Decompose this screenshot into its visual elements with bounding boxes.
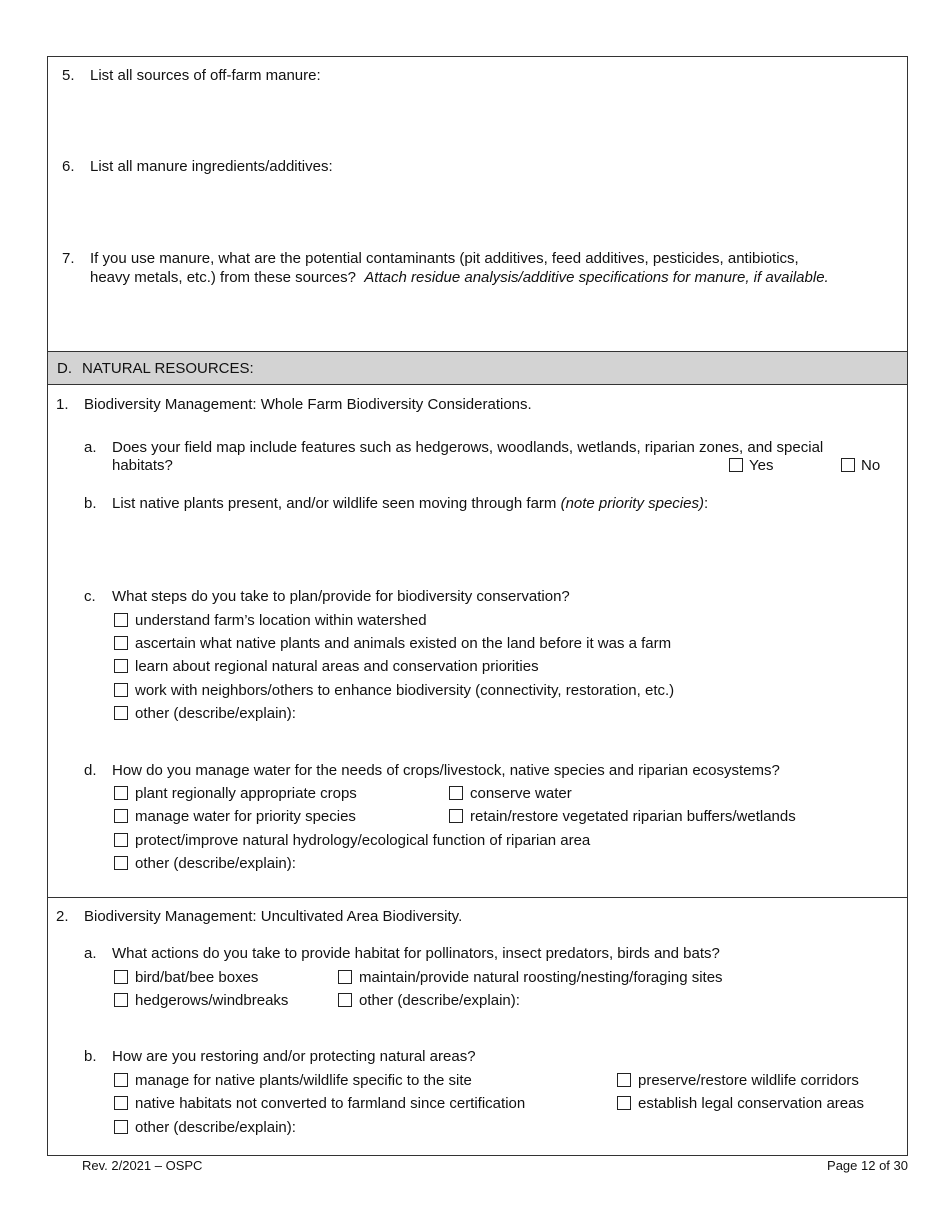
option-label: manage for native plants/wildlife specific to the site — [135, 1072, 472, 1089]
option-checkbox[interactable] — [114, 833, 128, 847]
option-label: plant regionally appropriate crops — [135, 785, 357, 802]
no-checkbox[interactable] — [841, 458, 855, 472]
option-label: maintain/provide natural roosting/nesting/foraging sites — [359, 969, 723, 986]
option-checkbox[interactable] — [114, 1120, 128, 1134]
option-checkbox[interactable] — [114, 856, 128, 870]
revision-label: Rev. 2/2021 – OSPC — [82, 1158, 203, 1173]
option-label: protect/improve natural hydrology/ecological function of riparian area — [135, 832, 591, 849]
question-title: Biodiversity Management: Uncultivated Area Biodiversity. — [84, 908, 463, 925]
option-checkbox[interactable] — [617, 1073, 631, 1087]
option-label: learn about regional natural areas and conservation priorities — [135, 658, 539, 675]
section-c-continuation — [47, 56, 908, 352]
sub-letter: c. — [84, 588, 96, 605]
yes-label: Yes — [749, 457, 774, 474]
question-text: If you use manure, what are the potential contaminants (pit additives, feed additives, pesticides, antibiotics, — [90, 250, 799, 267]
sub-question: What steps do you take to plan/provide for biodiversity conservation? — [112, 588, 570, 605]
question-number: 5. — [62, 67, 75, 84]
option-checkbox[interactable] — [449, 809, 463, 823]
question-text: List all manure ingredients/additives: — [90, 158, 333, 175]
option-label: bird/bat/bee boxes — [135, 969, 259, 986]
sub-question: What actions do you take to provide habitat for pollinators, insect predators, birds and bats? — [112, 945, 720, 962]
sub-letter: d. — [84, 762, 97, 779]
option-label: hedgerows/windbreaks — [135, 992, 289, 1009]
option-label: ascertain what native plants and animals existed on the land before it was a farm — [135, 635, 672, 652]
no-label: No — [861, 457, 881, 474]
option-checkbox[interactable] — [114, 809, 128, 823]
option-label: native habitats not converted to farmland since certification — [135, 1095, 526, 1112]
page-number: Page 12 of 30 — [827, 1158, 908, 1173]
option-label: other (describe/explain): — [359, 992, 520, 1009]
option-label: manage water for priority species — [135, 808, 356, 825]
option-label: preserve/restore wildlife corridors — [638, 1072, 859, 1089]
option-checkbox[interactable] — [114, 706, 128, 720]
question-text: List all sources of off-farm manure: — [90, 67, 321, 84]
option-label: retain/restore vegetated riparian buffers/wetlands — [470, 808, 796, 825]
question-number: 2. — [56, 908, 69, 925]
option-label: establish legal conservation areas — [638, 1095, 864, 1112]
question-number: 7. — [62, 250, 75, 267]
option-checkbox[interactable] — [114, 1073, 128, 1087]
question-2-box — [47, 897, 908, 1156]
option-checkbox[interactable] — [449, 786, 463, 800]
option-label: other (describe/explain): — [135, 705, 296, 722]
option-checkbox[interactable] — [114, 636, 128, 650]
yes-checkbox[interactable] — [729, 458, 743, 472]
sub-letter: b. — [84, 1048, 97, 1065]
option-label: understand farm’s location within watershed — [135, 612, 427, 629]
sub-question: How are you restoring and/or protecting natural areas? — [112, 1048, 476, 1065]
option-checkbox[interactable] — [114, 993, 128, 1007]
option-checkbox[interactable] — [114, 1096, 128, 1110]
question-number: 6. — [62, 158, 75, 175]
option-label: conserve water — [470, 785, 572, 802]
sub-question: How do you manage water for the needs of crops/livestock, native species and riparian ecosystems? — [112, 762, 780, 779]
sub-letter: b. — [84, 495, 97, 512]
section-title: NATURAL RESOURCES: — [82, 360, 254, 377]
option-label: other (describe/explain): — [135, 855, 296, 872]
sub-question-line2: habitats? — [112, 457, 173, 474]
question-text-line2: heavy metals, etc.) from these sources? Attach residue analysis/additive specifications for manure, if available. — [90, 269, 829, 286]
sub-question: Does your field map include features such as hedgerows, woodlands, wetlands, riparian zones, and special — [112, 439, 824, 456]
section-d-header — [47, 351, 908, 385]
question-number: 1. — [56, 396, 69, 413]
sub-letter: a. — [84, 439, 97, 456]
option-checkbox[interactable] — [338, 993, 352, 1007]
option-checkbox[interactable] — [338, 970, 352, 984]
sub-letter: a. — [84, 945, 97, 962]
option-checkbox[interactable] — [114, 613, 128, 627]
sub-question: List native plants present, and/or wildlife seen moving through farm (note priority species): — [112, 495, 709, 512]
option-checkbox[interactable] — [114, 970, 128, 984]
question-title: Biodiversity Management: Whole Farm Biodiversity Considerations. — [84, 396, 532, 413]
option-label: work with neighbors/others to enhance biodiversity (connectivity, restoration, etc.) — [135, 682, 675, 699]
option-checkbox[interactable] — [114, 659, 128, 673]
section-letter: D. — [57, 360, 72, 377]
option-checkbox[interactable] — [114, 683, 128, 697]
option-checkbox[interactable] — [617, 1096, 631, 1110]
option-checkbox[interactable] — [114, 786, 128, 800]
option-label: other (describe/explain): — [135, 1119, 296, 1136]
